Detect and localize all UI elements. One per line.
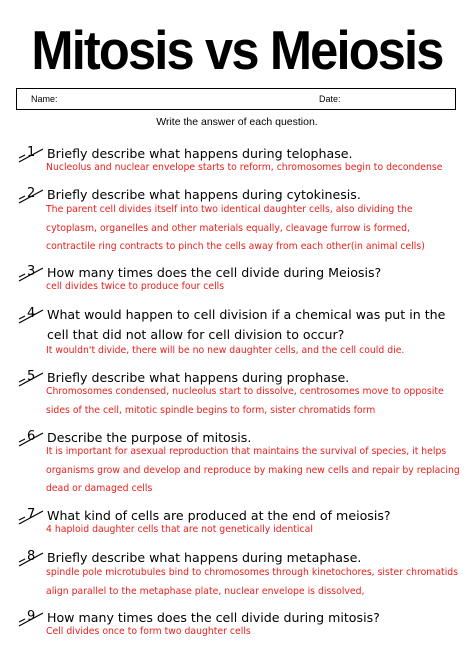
instruction-text: Write the answer of each question. [156,116,318,128]
answer-text: spindle pole microtubules bind to chromosomes through kinetochores, sister chromatids align parallel to the metaphase plate, nuclear envelope is dissolved, [46,567,459,597]
question-text: Describe the purpose of mitosis. [47,430,252,445]
question-number-badge [18,430,44,448]
name-label: Name: [31,94,58,104]
question-number-badge [18,610,44,628]
question-number-badge [18,370,44,388]
page-title: Mitosis vs Meiosis [31,19,443,81]
question-number-badge [18,550,44,568]
question-text: How many times does the cell divide during Meiosis? [47,265,382,280]
answer-text: cell divides twice to produce four cells [46,281,225,292]
question-number-badge [18,265,44,283]
question-number: 1 [27,145,36,160]
question-number-badge [18,307,44,325]
question-number: 6 [27,429,36,444]
answer-text: Cell divides once to form two daughter cells [46,626,251,637]
name-date-box [16,88,456,110]
question-text: Briefly describe what happens during metaphase. [47,550,362,565]
question-text: Briefly describe what happens during telophase. [47,146,353,161]
question-number: 5 [27,369,36,384]
answer-text: It wouldn't divide, there will be no new daughter cells, and the cell could die. [46,345,405,356]
question-text: What kind of cells are produced at the end of meiosis? [47,508,391,523]
answer-text: The parent cell divides itself into two identical daughter cells, also dividing the cytoplasm, organelles and other materials equally, cleavage furrow is formed, contractile ring contracts to pinch the cells away from each other(in animal cells) [46,204,425,252]
answer-text: It is important for asexual reproduction that maintains the survival of species, it helps organisms grow and develop and reproduce by making new cells and repair by replacing dead or damaged cells [46,446,460,494]
answer-text: Nucleolus and nuclear envelope starts to reform, chromosomes begin to decondense [46,162,443,173]
question-text: What would happen to cell division if a chemical was put in the cell that did not allow for cell division to occur? [47,307,446,342]
question-text: Briefly describe what happens during prophase. [47,370,350,385]
answer-text: 4 haploid daughter cells that are not genetically identical [46,524,313,535]
question-number-badge [18,187,44,205]
question-text: Briefly describe what happens during cytokinesis. [47,187,361,202]
date-label: Date: [319,94,341,104]
question-number: 4 [27,306,36,321]
question-number: 3 [27,264,36,279]
question-number-badge [18,146,44,164]
question-number: 2 [27,186,36,201]
question-number: 7 [27,507,36,522]
question-number: 8 [27,549,36,564]
question-number: 9 [27,609,36,624]
question-number-badge [18,508,44,526]
question-text: How many times does the cell divide during mitosis? [47,610,380,625]
answer-text: Chromosomes condensed, nucleolus start to dissolve, centrosomes move to opposite sides of the cell, mitotic spindle begins to form, sister chromatids form [46,386,444,416]
